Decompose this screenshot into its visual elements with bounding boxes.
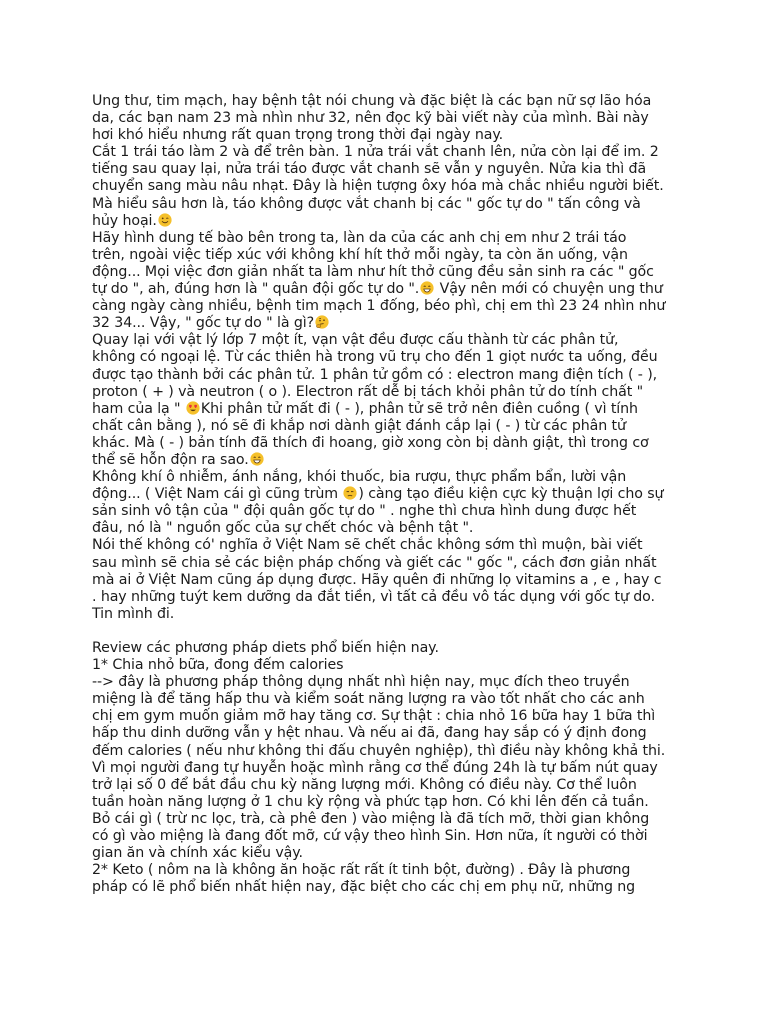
unamused-emoji: [343, 486, 357, 500]
text-run: mà ai ở Việt Nam cũng áp dụng được. Hãy quên đi những lọ vitamins a , e , hay c: [92, 571, 662, 588]
text-line: [92, 435, 692, 452]
text-line: [92, 349, 692, 366]
thinking-emoji: [315, 315, 329, 329]
text-run: tuần hoàn năng lượng ở 1 chu kỳ rộng và phức tạp hơn. Có khi lên đến cả tuần.: [92, 793, 649, 810]
text-line: [92, 623, 692, 640]
text-line: [92, 384, 692, 401]
text-run: gian ăn và chính xác kiểu vậy.: [92, 845, 303, 862]
paragraph: [92, 537, 692, 622]
text-run: Tin mình đi.: [92, 605, 175, 622]
text-line: [92, 555, 692, 572]
text-line: [92, 469, 692, 486]
text-run: da, các bạn nam 23 mà nhìn như 32, nên đọc kỹ bài viết này của mình. Bài này: [92, 110, 649, 127]
text-line: [92, 572, 692, 589]
text-run: không có ngoại lệ. Từ các thiên hà trong vũ trụ cho đến 1 giọt nước ta uống, đều: [92, 349, 658, 366]
text-run: trở lại số 0 để bắt đầu chu kỳ năng lượng mới. Không có điều này. Cơ thể luôn: [92, 776, 637, 793]
grin-emoji: [250, 452, 264, 466]
text-run: 1* Chia nhỏ bữa, đong đếm calories: [92, 657, 344, 674]
text-run: Không khí ô nhiễm, ánh nắng, khói thuốc, bia rượu, thực phẩm bẩn, lười vận: [92, 469, 627, 486]
text-line: [92, 486, 692, 503]
wink-emoji: [158, 213, 172, 227]
text-line: [92, 794, 692, 811]
text-line: [92, 298, 692, 315]
text-run: Hãy hình dung tế bào bên trong ta, làn da của các anh chị em như 2 trái táo: [92, 229, 627, 246]
text-line: [92, 196, 692, 213]
paragraph: [92, 230, 692, 333]
text-run: --> đây là phương pháp thông dụng nhất nhì hiện nay, mục đích theo truyền: [92, 674, 630, 691]
text-line: [92, 161, 692, 178]
text-run: càng ngày càng nhiều, bệnh tim mạch 1 đống, béo phì, chị em thì 23 24 nhìn như: [92, 298, 666, 315]
paragraph: [92, 674, 692, 862]
paragraph: [92, 657, 692, 674]
text-line: [92, 264, 692, 281]
text-run: chất cân bằng ), nó sẽ đi khắp nơi dành giật đánh cắp lại ( - ) từ các phân tử: [92, 417, 626, 434]
text-run: Cắt 1 trái táo làm 2 và để trên bàn. 1 nửa trái vắt chanh lên, nửa còn lại để im. 2: [92, 144, 659, 161]
text-line: [92, 537, 692, 554]
text-run: Nói thế không có' nghĩa ở Việt Nam sẽ chết chắc không sớm thì muộn, bài viết: [92, 537, 643, 554]
text-line: [92, 503, 692, 520]
text-run: 32 34... Vậy, " gốc tự do " là gì?: [92, 315, 315, 332]
text-line: [92, 418, 692, 435]
paragraph: [92, 93, 692, 144]
heart-eyes-emoji: [186, 401, 200, 415]
text-run: Vậy nên mới có chuyện ung thư: [435, 281, 663, 298]
text-run: đếm calories ( nếu như không thi đấu chuyên nghiệp), thì điều này không khả thi.: [92, 742, 666, 759]
text-line: [92, 777, 692, 794]
text-line: [92, 230, 692, 247]
text-run: hủy hoại.: [92, 212, 157, 229]
article-body: [92, 93, 692, 896]
text-run: ham của lạ ": [92, 400, 185, 417]
paragraph: [92, 144, 692, 229]
text-line: [92, 127, 692, 144]
text-run: proton ( + ) và neutron ( o ). Electron rất dễ bị tách khỏi phân tử do tính chất ": [92, 383, 644, 400]
text-run: được tạo thành bởi các phân tử. 1 phân tử gồm có : electron mang điện tích ( - ),: [92, 366, 658, 383]
text-line: [92, 760, 692, 777]
text-line: [92, 589, 692, 606]
text-line: [92, 401, 692, 418]
text-run: tiếng sau quay lại, nửa trái táo được vắt chanh sẽ vẫn y nguyên. Nửa kia thì đã: [92, 161, 647, 178]
text-line: [92, 691, 692, 708]
text-line: [92, 640, 692, 657]
text-run: pháp có lẽ phổ biến nhất hiện nay, đặc biệt cho các chị em phụ nữ, những ng: [92, 879, 636, 896]
text-line: [92, 332, 692, 349]
text-line: [92, 520, 692, 537]
text-line: [92, 213, 692, 230]
text-line: [92, 281, 692, 298]
text-run: hấp thu dinh dưỡng vẫn y hệt nhau. Và nếu ai đã, đang hay sắp có ý định đong: [92, 725, 647, 742]
text-line: [92, 862, 692, 879]
text-run: Khi phân tử mất đi ( - ), phân tử sẽ trở nên điên cuồng ( vì tính: [200, 400, 638, 417]
text-run: ) càng tạo điều kiện cực kỳ thuận lợi cho sự: [358, 486, 664, 503]
text-line: [92, 178, 692, 195]
text-line: [92, 657, 692, 674]
paragraph: [92, 469, 692, 537]
paragraph: [92, 623, 692, 640]
text-line: [92, 879, 692, 896]
text-line: [92, 452, 692, 469]
text-line: [92, 708, 692, 725]
paragraph: [92, 332, 692, 469]
text-run: Bỏ cái gì ( trừ nc lọc, trà, cà phê đen ) vào miệng là đã tích mỡ, thời gian không: [92, 810, 650, 827]
paragraph: [92, 862, 692, 896]
text-run: có gì vào miệng là đang đốt mỡ, cứ vậy theo hình Sin. Hơn nữa, ít người có thời: [92, 828, 648, 845]
paragraph: [92, 640, 692, 657]
text-run: sản sinh vô tận của " đội quân gốc tự do " . nghe thì chưa hình dung được hết: [92, 503, 637, 520]
grin-emoji: [420, 281, 434, 295]
text-line: [92, 811, 692, 828]
text-run: Mà hiểu sâu hơn là, táo không được vắt chanh bị các " gốc tự do " tấn công và: [92, 195, 641, 212]
text-run: miệng là để tăng hấp thu và kiểm soát năng lượng ra vào tốt nhất cho các anh: [92, 691, 645, 708]
text-line: [92, 367, 692, 384]
text-line: [92, 315, 692, 332]
text-run: trên, ngoài việc tiếp xúc với không khí hít thở mỗi ngày, ta còn ăn uống, vận: [92, 246, 628, 263]
text-line: [92, 144, 692, 161]
text-run: đâu, nó là " nguồn gốc của sự chết chóc và bệnh tật ".: [92, 520, 474, 537]
text-run: động... ( Việt Nam cái gì cũng trùm: [92, 486, 343, 503]
text-run: hơi khó hiểu nhưng rất quan trọng trong thời đại ngày nay.: [92, 127, 504, 144]
text-run: 2* Keto ( nôm na là không ăn hoặc rất rất ít tinh bột, đường) . Đây là phương: [92, 862, 631, 879]
text-run: . hay những tuýt kem dưỡng da đắt tiền, vì tất cả đều vô tác dụng với gốc tự do.: [92, 588, 655, 605]
text-line: [92, 743, 692, 760]
text-line: [92, 828, 692, 845]
text-run: sau mình sẽ chia sẻ các biện pháp chống và giết các " gốc ", cách đơn giản nhất: [92, 554, 657, 571]
text-run: động... Mọi việc đơn giản nhất ta làm như hít thở cũng đều sản sinh ra các " gốc: [92, 263, 654, 280]
text-line: [92, 845, 692, 862]
text-run: chị em gym muốn giảm mỡ hay tăng cơ. Sự thật : chia nhỏ 16 bữa hay 1 bữa thì: [92, 708, 656, 725]
text-line: [92, 606, 692, 623]
text-run: Quay lại với vật lý lớp 7 một ít, vạn vật đều được cấu thành từ các phân tử,: [92, 332, 619, 349]
text-run: Ung thư, tim mạch, hay bệnh tật nói chung và đặc biệt là các bạn nữ sợ lão hóa: [92, 93, 652, 109]
text-line: [92, 725, 692, 742]
text-run: Vì mọi người đang tự huyễn hoặc mình rằng cơ thể đúng 24h là tự bấm nút quay: [92, 759, 658, 776]
text-line: [92, 93, 692, 110]
text-run: Review các phương pháp diets phổ biến hiện nay.: [92, 640, 439, 656]
text-run: thể sẽ hỗn độn ra sao.: [92, 451, 249, 468]
text-line: [92, 674, 692, 691]
text-line: [92, 247, 692, 264]
text-line: [92, 110, 692, 127]
text-run: chuyển sang màu nâu nhạt. Đây là hiện tượng ôxy hóa mà chắc nhiều người biết.: [92, 178, 664, 195]
text-run: khác. Mà ( - ) bản tính đã thích đi hoang, giờ xong còn bị dành giật, thì trong cơ: [92, 434, 649, 451]
text-run: tự do ", ah, đúng hơn là " quân đội gốc tự do ".: [92, 281, 420, 298]
